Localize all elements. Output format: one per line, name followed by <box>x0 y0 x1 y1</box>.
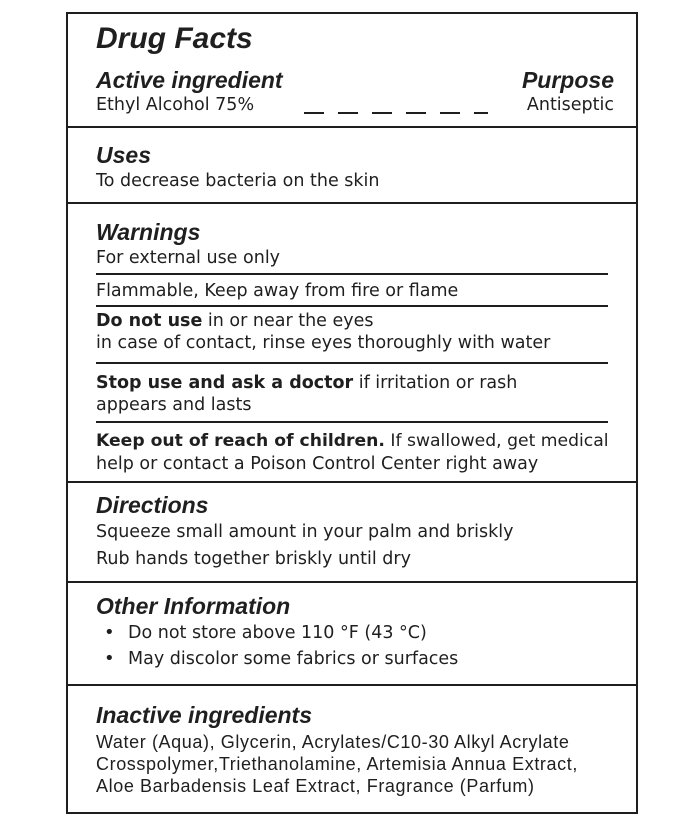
purpose-heading: Purpose <box>521 67 614 93</box>
warning-eye-contact: in case of contact, rinse eyes thoroughly with water <box>96 333 551 353</box>
warning-keep-out-cont: help or contact a Poison Control Center right away <box>96 454 539 474</box>
warning-divider <box>96 362 608 364</box>
inactive-ingredients-line-3: Aloe Barbadensis Leaf Extract, Fragrance (Parfum) <box>96 776 535 796</box>
inactive-ingredients-heading: Inactive ingredients <box>96 702 313 728</box>
warning-keep-out: Keep out of reach of children. If swallowed, get medical <box>96 431 609 451</box>
warning-external-use: For external use only <box>96 248 281 268</box>
warning-do-not-use: Do not use in or near the eyes <box>96 311 374 331</box>
inactive-ingredients-line-2: Crosspolymer,Triethanolamine, Artemisia Annua Extract, <box>96 754 578 774</box>
directions-line-2: Rub hands together briskly until dry <box>96 549 411 569</box>
section-divider <box>68 481 636 483</box>
inactive-ingredients-line-1: Water (Aqua), Glycerin, Acrylates/C10-30 Alkyl Acrylate <box>96 732 570 752</box>
directions-line-1: Squeeze small amount in your palm and briskly <box>96 522 514 542</box>
active-ingredient-heading: Active ingredient <box>96 67 283 93</box>
other-info-item: May discolor some fabrics or surfaces <box>128 649 459 669</box>
section-divider <box>68 126 636 128</box>
warning-flammable: Flammable, Keep away from fire or flame <box>96 281 459 301</box>
bullet-icon: • <box>104 622 115 643</box>
warning-divider <box>96 305 608 307</box>
drug-facts-panel <box>66 12 638 814</box>
purpose-value: Antiseptic <box>526 95 614 115</box>
bullet-icon: • <box>104 648 115 669</box>
section-divider <box>68 581 636 583</box>
other-info-heading: Other Information <box>96 593 291 619</box>
uses-text: To decrease bacteria on the skin <box>96 171 380 191</box>
section-divider <box>68 202 636 204</box>
warnings-heading: Warnings <box>96 219 201 245</box>
other-info-item: Do not store above 110 °F (43 °C) <box>128 623 427 643</box>
warning-stop-use-cont: appears and lasts <box>96 395 252 415</box>
warning-stop-use: Stop use and ask a doctor if irritation or rash <box>96 373 518 393</box>
uses-heading: Uses <box>96 142 151 168</box>
page-title: Drug Facts <box>96 22 253 55</box>
directions-heading: Directions <box>96 492 209 518</box>
warning-divider <box>96 421 608 423</box>
active-ingredient-value: Ethyl Alcohol 75% <box>96 95 255 115</box>
warning-divider <box>96 273 608 275</box>
section-divider <box>68 684 636 686</box>
